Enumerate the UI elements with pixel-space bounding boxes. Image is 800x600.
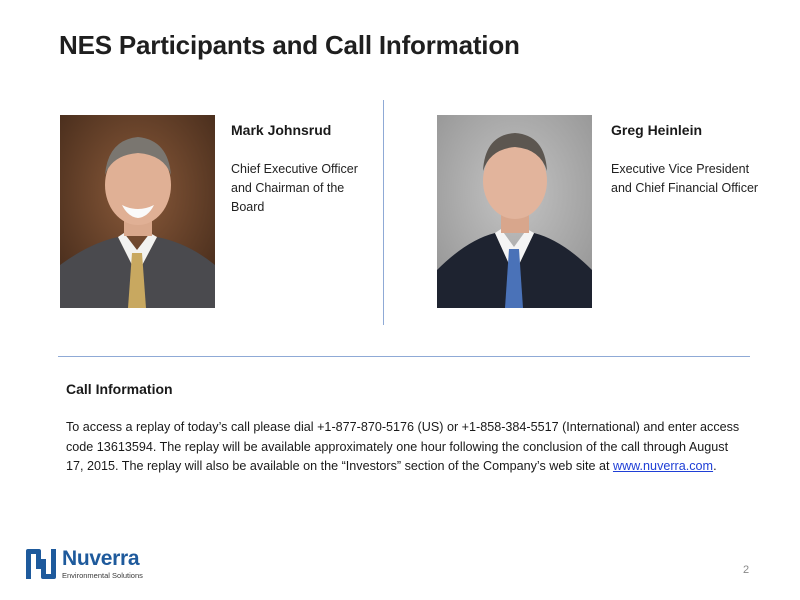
company-logo (24, 547, 164, 583)
call-info-text: To access a replay of today’s call please dial +1-877-870-5176 (US) or +1-858-384-5517 (International) and enter access code 13613594. The replay will be available approximately one hour following the conclusion of the call through August 17, 2015. The replay will also be available on the “Investors” section of the Company’s web site at (66, 420, 740, 473)
participant-photo-2 (437, 115, 592, 308)
portrait-mark-johnsrud (60, 115, 215, 308)
nuverra-logo-mark-icon (24, 547, 58, 581)
call-info-heading: Call Information (66, 381, 173, 397)
slide-title: NES Participants and Call Information (59, 30, 520, 60)
page-number: 2 (743, 564, 750, 576)
vertical-divider (383, 100, 384, 325)
participant-name-1: Mark Johnsrud (231, 122, 332, 138)
call-info-trailing: . (713, 459, 717, 473)
participant-role-1: Chief Executive Officer and Chairman of the Board (231, 162, 358, 214)
horizontal-divider (58, 356, 750, 357)
logo-tagline: Environmental Solutions (62, 571, 143, 580)
participant-name-2: Greg Heinlein (611, 122, 703, 138)
portrait-greg-heinlein (437, 115, 592, 308)
call-info-body (66, 418, 746, 477)
logo-wordmark: Nuverra (62, 547, 140, 570)
website-link[interactable]: www.nuverra.com (612, 459, 714, 473)
participant-role-2: Executive Vice President and Chief Financial Officer (611, 162, 759, 195)
participant-photo-1 (60, 115, 215, 308)
